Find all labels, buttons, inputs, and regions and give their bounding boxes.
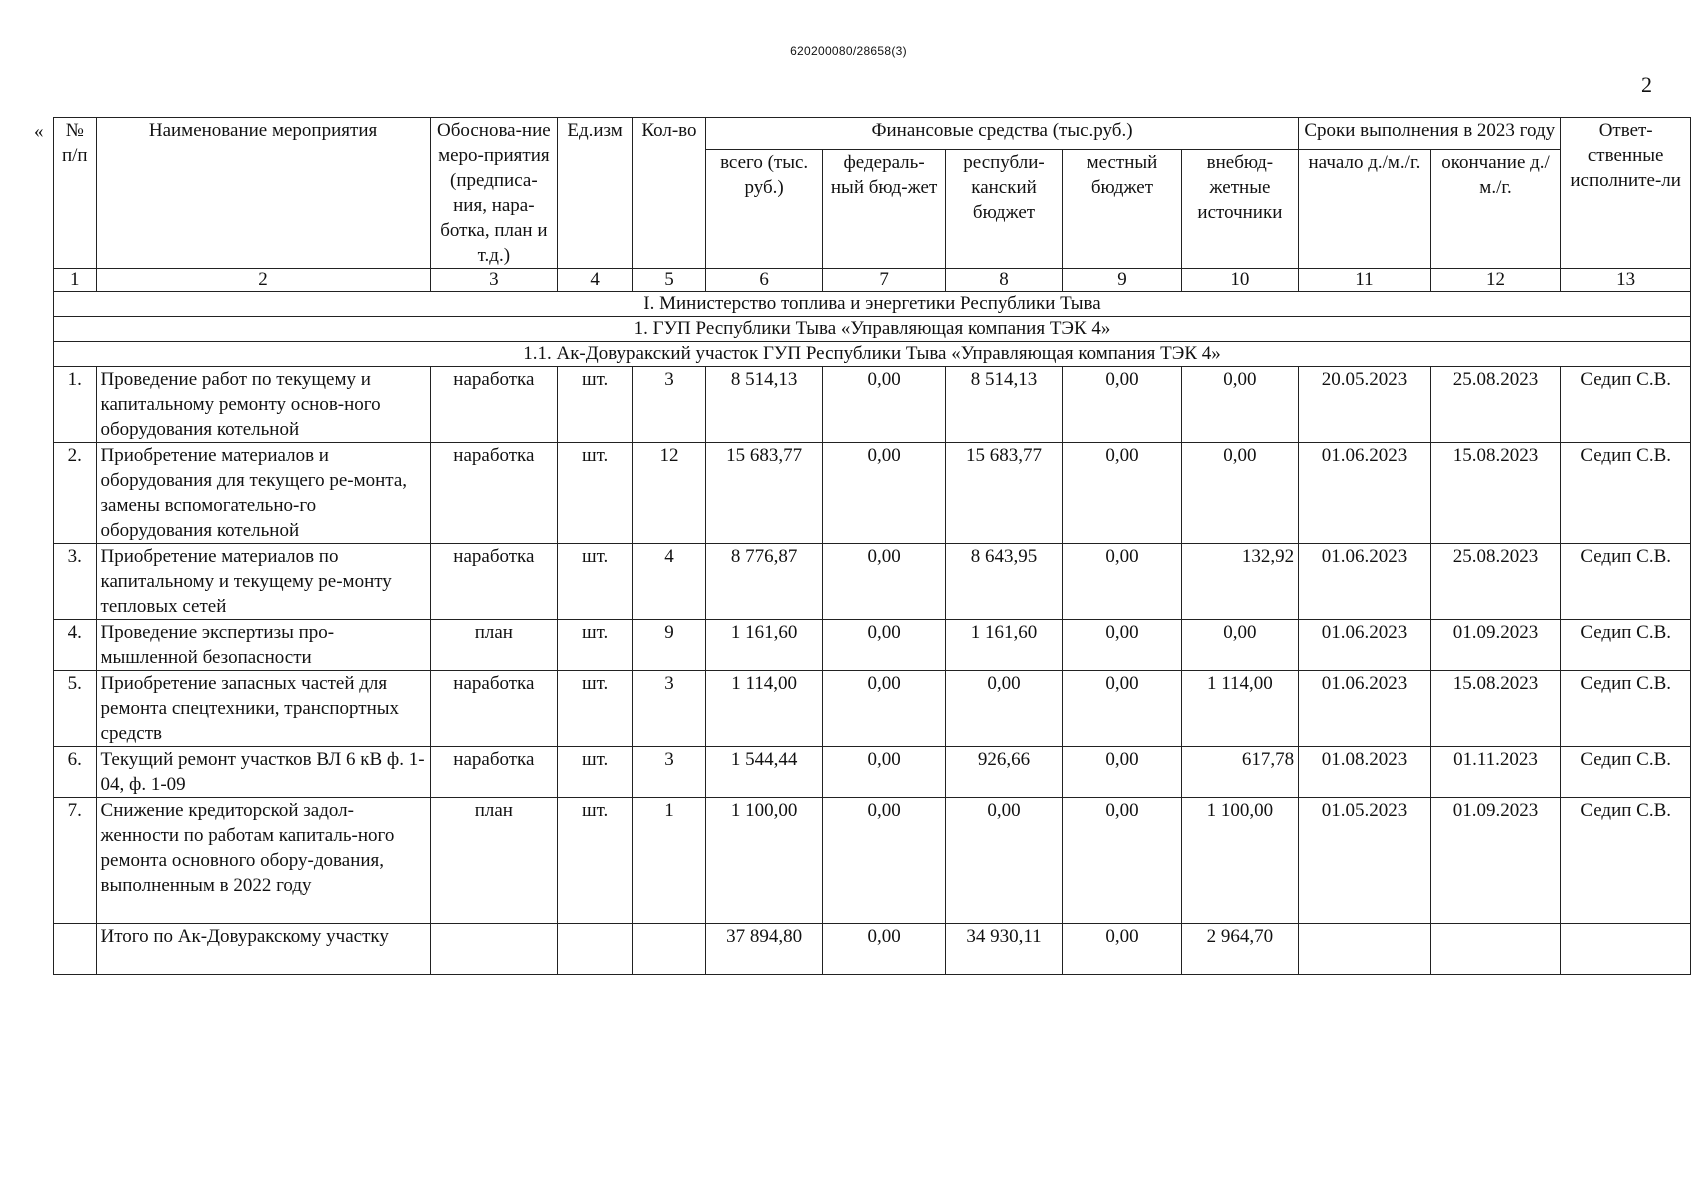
header-finance: Финансовые средства (тыс.руб.) [705,118,1298,150]
row-republic: 0,00 [945,798,1062,924]
row-name: Приобретение материалов и оборудования для текущего ре-монта, замены вспомогательно-го оборудования котельной [96,443,430,544]
open-quote: « [34,121,44,142]
table-row [54,620,1691,671]
col-number: 5 [633,269,706,292]
col-number: 1 [54,269,97,292]
row-qty: 3 [633,367,706,443]
row-extra: 132,92 [1181,544,1298,620]
row-responsible: Седип С.В. [1561,367,1691,443]
col-number: 12 [1430,269,1561,292]
row-end: 01.09.2023 [1430,620,1561,671]
header-qty: Кол-во [633,118,706,269]
row-republic: 0,00 [945,671,1062,747]
table-row [54,671,1691,747]
row-unit: шт. [558,443,633,544]
total-row-empty [558,924,633,975]
row-extra: 0,00 [1181,367,1298,443]
row-local: 0,00 [1063,367,1181,443]
header-total: всего (тыс. руб.) [705,150,822,269]
row-qty: 12 [633,443,706,544]
row-federal: 0,00 [823,798,945,924]
header-num: № п/п [54,118,97,269]
row-responsible: Седип С.В. [1561,620,1691,671]
col-number: 8 [945,269,1062,292]
table-row [54,544,1691,620]
row-extra: 0,00 [1181,620,1298,671]
row-local: 0,00 [1063,798,1181,924]
section-company: 1. ГУП Республики Тыва «Управляющая компания ТЭК 4» [54,317,1691,342]
row-name: Снижение кредиторской задол-женности по работам капиталь-ного ремонта основного обору-дования, выполненным в 2022 году [96,798,430,924]
row-end: 25.08.2023 [1430,367,1561,443]
header-responsible: Ответ-ственные исполните-ли [1561,118,1691,269]
row-total: 8 514,13 [705,367,822,443]
row-start: 01.06.2023 [1299,671,1431,747]
header-row-1 [54,118,1691,150]
row-number: 7. [54,798,97,924]
document-number: 620200080/28658(3) [790,44,907,58]
page-number: 2 [1641,72,1652,97]
total-row-federal: 0,00 [823,924,945,975]
total-row-empty [633,924,706,975]
table-row [54,798,1691,924]
row-basis: наработка [430,544,558,620]
row-extra: 1 114,00 [1181,671,1298,747]
header-basis: Обоснова-ние меро-приятия (предписа-ния, нара-ботка, план и т.д.) [430,118,558,269]
row-basis: наработка [430,443,558,544]
header-unit: Ед.изм [558,118,633,269]
row-basis: наработка [430,367,558,443]
row-federal: 0,00 [823,367,945,443]
row-unit: шт. [558,747,633,798]
row-number: 3. [54,544,97,620]
row-responsible: Седип С.В. [1561,747,1691,798]
row-extra: 1 100,00 [1181,798,1298,924]
row-federal: 0,00 [823,671,945,747]
row-start: 01.06.2023 [1299,443,1431,544]
row-local: 0,00 [1063,620,1181,671]
row-qty: 4 [633,544,706,620]
row-start: 01.06.2023 [1299,620,1431,671]
header-terms: Сроки выполнения в 2023 году [1299,118,1561,150]
total-row-empty [1430,924,1561,975]
total-row-republic: 34 930,11 [945,924,1062,975]
row-name: Проведение экспертизы про-мышленной безопасности [96,620,430,671]
row-end: 01.11.2023 [1430,747,1561,798]
row-name: Приобретение материалов по капитальному и текущему ре-монту тепловых сетей [96,544,430,620]
row-local: 0,00 [1063,747,1181,798]
row-total: 15 683,77 [705,443,822,544]
row-name: Приобретение запасных частей для ремонта спецтехники, транспортных средств [96,671,430,747]
header-start: начало д./м./г. [1299,150,1431,269]
row-federal: 0,00 [823,544,945,620]
row-end: 01.09.2023 [1430,798,1561,924]
header-end: окончание д./м./г. [1430,150,1561,269]
header-extra: внебюд-жетные источники [1181,150,1298,269]
row-unit: шт. [558,620,633,671]
row-total: 8 776,87 [705,544,822,620]
row-qty: 3 [633,747,706,798]
total-row-empty [54,924,97,975]
total-row-name: Итого по Ак-Довуракскому участку [96,924,430,975]
col-number: 9 [1063,269,1181,292]
row-number: 4. [54,620,97,671]
col-number: 3 [430,269,558,292]
col-number: 11 [1299,269,1431,292]
total-row-total: 37 894,80 [705,924,822,975]
row-local: 0,00 [1063,671,1181,747]
col-number: 4 [558,269,633,292]
row-name: Текущий ремонт участков ВЛ 6 кВ ф. 1-04, ф. 1-09 [96,747,430,798]
row-responsible: Седип С.В. [1561,671,1691,747]
row-responsible: Седип С.В. [1561,443,1691,544]
col-number: 2 [96,269,430,292]
table-row [54,747,1691,798]
total-row-local: 0,00 [1063,924,1181,975]
total-row [54,924,1691,975]
row-republic: 1 161,60 [945,620,1062,671]
row-unit: шт. [558,367,633,443]
row-federal: 0,00 [823,620,945,671]
plan-table [53,117,1691,975]
section-site: 1.1. Ак-Довуракский участок ГУП Республики Тыва «Управляющая компания ТЭК 4» [54,342,1691,367]
row-republic: 15 683,77 [945,443,1062,544]
row-basis: наработка [430,671,558,747]
row-start: 20.05.2023 [1299,367,1431,443]
row-total: 1 114,00 [705,671,822,747]
row-unit: шт. [558,798,633,924]
header-federal: федераль-ный бюд-жет [823,150,945,269]
row-extra: 617,78 [1181,747,1298,798]
table-row [54,367,1691,443]
row-basis: план [430,798,558,924]
row-responsible: Седип С.В. [1561,798,1691,924]
row-republic: 926,66 [945,747,1062,798]
row-qty: 9 [633,620,706,671]
row-name: Проведение работ по текущему и капитальному ремонту основ-ного оборудования котельной [96,367,430,443]
total-row-empty [1561,924,1691,975]
row-start: 01.05.2023 [1299,798,1431,924]
total-row-empty [1299,924,1431,975]
row-responsible: Седип С.В. [1561,544,1691,620]
section-site-row [54,342,1691,367]
row-republic: 8 514,13 [945,367,1062,443]
row-federal: 0,00 [823,747,945,798]
header-republic: республи-канский бюджет [945,150,1062,269]
row-number: 6. [54,747,97,798]
col-number: 10 [1181,269,1298,292]
header-local: местный бюджет [1063,150,1181,269]
row-start: 01.08.2023 [1299,747,1431,798]
section-ministry-row [54,292,1691,317]
row-end: 15.08.2023 [1430,443,1561,544]
row-extra: 0,00 [1181,443,1298,544]
row-local: 0,00 [1063,544,1181,620]
header-name: Наименование мероприятия [96,118,430,269]
row-total: 1 161,60 [705,620,822,671]
row-number: 2. [54,443,97,544]
column-numbers-row [54,269,1691,292]
total-row-empty [430,924,558,975]
row-end: 25.08.2023 [1430,544,1561,620]
row-end: 15.08.2023 [1430,671,1561,747]
section-company-row [54,317,1691,342]
row-republic: 8 643,95 [945,544,1062,620]
table-row [54,443,1691,544]
row-number: 1. [54,367,97,443]
row-unit: шт. [558,544,633,620]
col-number: 6 [705,269,822,292]
row-basis: наработка [430,747,558,798]
row-qty: 1 [633,798,706,924]
row-total: 1 100,00 [705,798,822,924]
row-local: 0,00 [1063,443,1181,544]
section-ministry: I. Министерство топлива и энергетики Республики Тыва [54,292,1691,317]
row-number: 5. [54,671,97,747]
row-start: 01.06.2023 [1299,544,1431,620]
col-number: 13 [1561,269,1691,292]
total-row-extra: 2 964,70 [1181,924,1298,975]
col-number: 7 [823,269,945,292]
row-basis: план [430,620,558,671]
row-total: 1 544,44 [705,747,822,798]
row-qty: 3 [633,671,706,747]
row-unit: шт. [558,671,633,747]
row-federal: 0,00 [823,443,945,544]
